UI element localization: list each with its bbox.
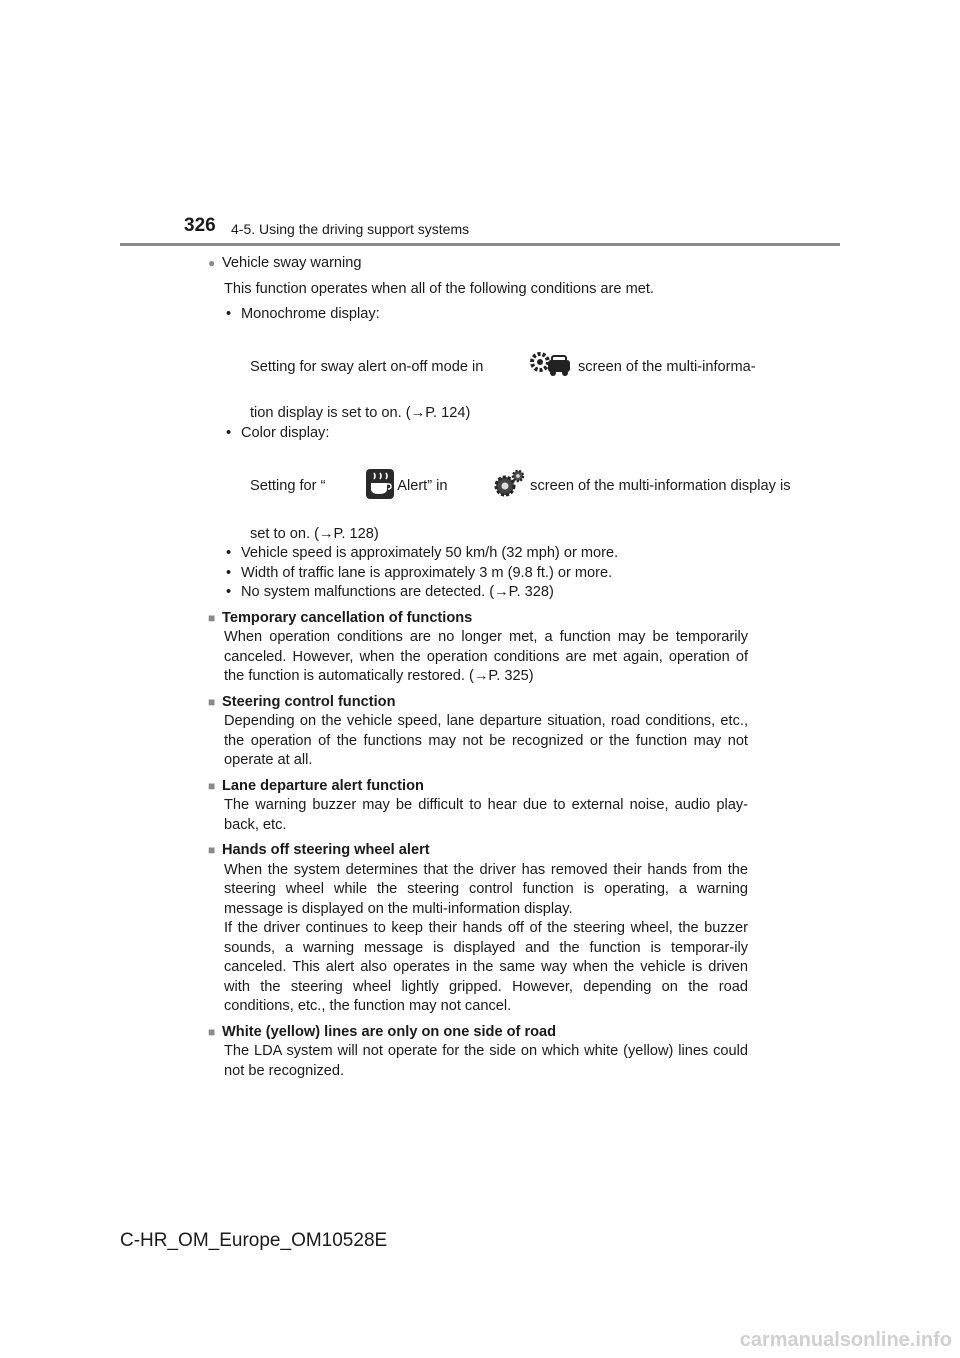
- page-content: [208, 254, 791, 1081]
- section-hands-off-alert: [208, 841, 748, 1017]
- section-lane-departure-alert: [208, 777, 748, 836]
- section-body-continued: If the driver continues to keep their hands off of the steering wheel, the buzzer sounds, a warning message is displayed and the function is temporar-ily canceled. This alert also operates in the same way when the vehicle is driven with the steering wheel lightly gripped. However, depending on the road conditions, etc., the function may not cancel.: [224, 920, 748, 1014]
- section-heading: Hands off steering wheel alert: [222, 842, 430, 858]
- document-footer: C-HR_OM_Europe_OM10528E: [120, 1230, 388, 1251]
- header-divider: [120, 243, 840, 246]
- mono-text-pre: Setting for sway alert on-off mode in: [250, 358, 488, 375]
- color-label: Color display:: [241, 424, 330, 441]
- color-display-item: • Color display:: [226, 424, 330, 441]
- mono-label: Monochrome display:: [241, 306, 380, 322]
- condition-no-malfunction-text: No system malfunctions are detected. (→P. 328): [241, 584, 554, 600]
- square-bullet-icon: ■: [208, 610, 216, 625]
- section-title: 4-5. Using the driving support systems: [231, 221, 470, 237]
- section-one-side-lines: [208, 1023, 748, 1082]
- mono-text-cont: tion display is set to on. (→P. 124): [250, 405, 471, 421]
- vehicle-settings-icon: [487, 331, 574, 405]
- square-bullet-icon: ■: [208, 694, 216, 709]
- section-body: Depending on the vehicle speed, lane departure situation, road conditions, etc., the operation of the functions may not be recognized or the function may not operate at all.: [224, 713, 748, 768]
- section-body: When the system determines that the driver has removed their hands from the steering wheel while the steering control function is operating, a warning message is displayed on the multi-information display.: [224, 861, 748, 917]
- condition-speed-text: Vehicle speed is approximately 50 km/h (32 mph) or more.: [241, 545, 619, 561]
- square-bullet-icon: ■: [208, 1024, 216, 1039]
- sway-warning-item: [208, 254, 791, 603]
- sway-intro: This function operates when all of the following conditions are met.: [224, 280, 654, 297]
- color-text-pre: Setting for “: [250, 478, 326, 494]
- section-heading: Lane departure alert function: [222, 777, 424, 794]
- section-body: The LDA system will not operate for the side on which white (yellow) lines could not be recognized.: [224, 1043, 748, 1079]
- mono-text-post: screen of the multi-informa-: [573, 358, 756, 375]
- mono-display-item: • Monochrome display:: [226, 306, 380, 322]
- circle-bullet-icon: ●: [208, 256, 216, 270]
- condition-lane-width: • Width of traffic lane is approximately 3 m (9.8 ft.) or more.: [226, 564, 613, 581]
- color-text-post: screen of the multi-information display is: [526, 478, 791, 494]
- page-number: 326: [184, 215, 216, 236]
- coffee-cup-icon: [325, 449, 394, 525]
- square-bullet-icon: ■: [208, 843, 216, 857]
- sway-heading: Vehicle sway warning: [222, 255, 362, 271]
- condition-lane-width-text: Width of traffic lane is approximately 3 m (9.8 ft.) or more.: [241, 564, 613, 581]
- section-steering-control: [208, 693, 748, 771]
- color-text-cont: set to on. (→P. 128): [250, 525, 379, 542]
- watermark: carmanualsonline.info: [739, 1329, 952, 1351]
- square-bullet-icon: ■: [208, 778, 216, 793]
- section-body: The warning buzzer may be difficult to hear due to external noise, audio play-back, etc.: [224, 797, 748, 833]
- condition-no-malfunction: • No system malfunctions are detected. (→P. 328): [226, 584, 554, 600]
- condition-speed: • Vehicle speed is approximately 50 km/h (32 mph) or more.: [226, 545, 619, 561]
- section-heading: Steering control function: [222, 693, 396, 710]
- gear-settings-icon: [452, 449, 527, 525]
- section-heading: Temporary cancellation of functions: [222, 609, 473, 626]
- section-body: When operation conditions are no longer met, a function may be temporarily canceled. However, when the operation conditions are met again, operation of the function is automatically restored. (→P. 325): [224, 629, 748, 684]
- section-temporary-cancellation: [208, 609, 748, 687]
- section-heading: White (yellow) lines are only on one side of road: [222, 1023, 557, 1040]
- color-text-mid: Alert” in: [393, 478, 452, 494]
